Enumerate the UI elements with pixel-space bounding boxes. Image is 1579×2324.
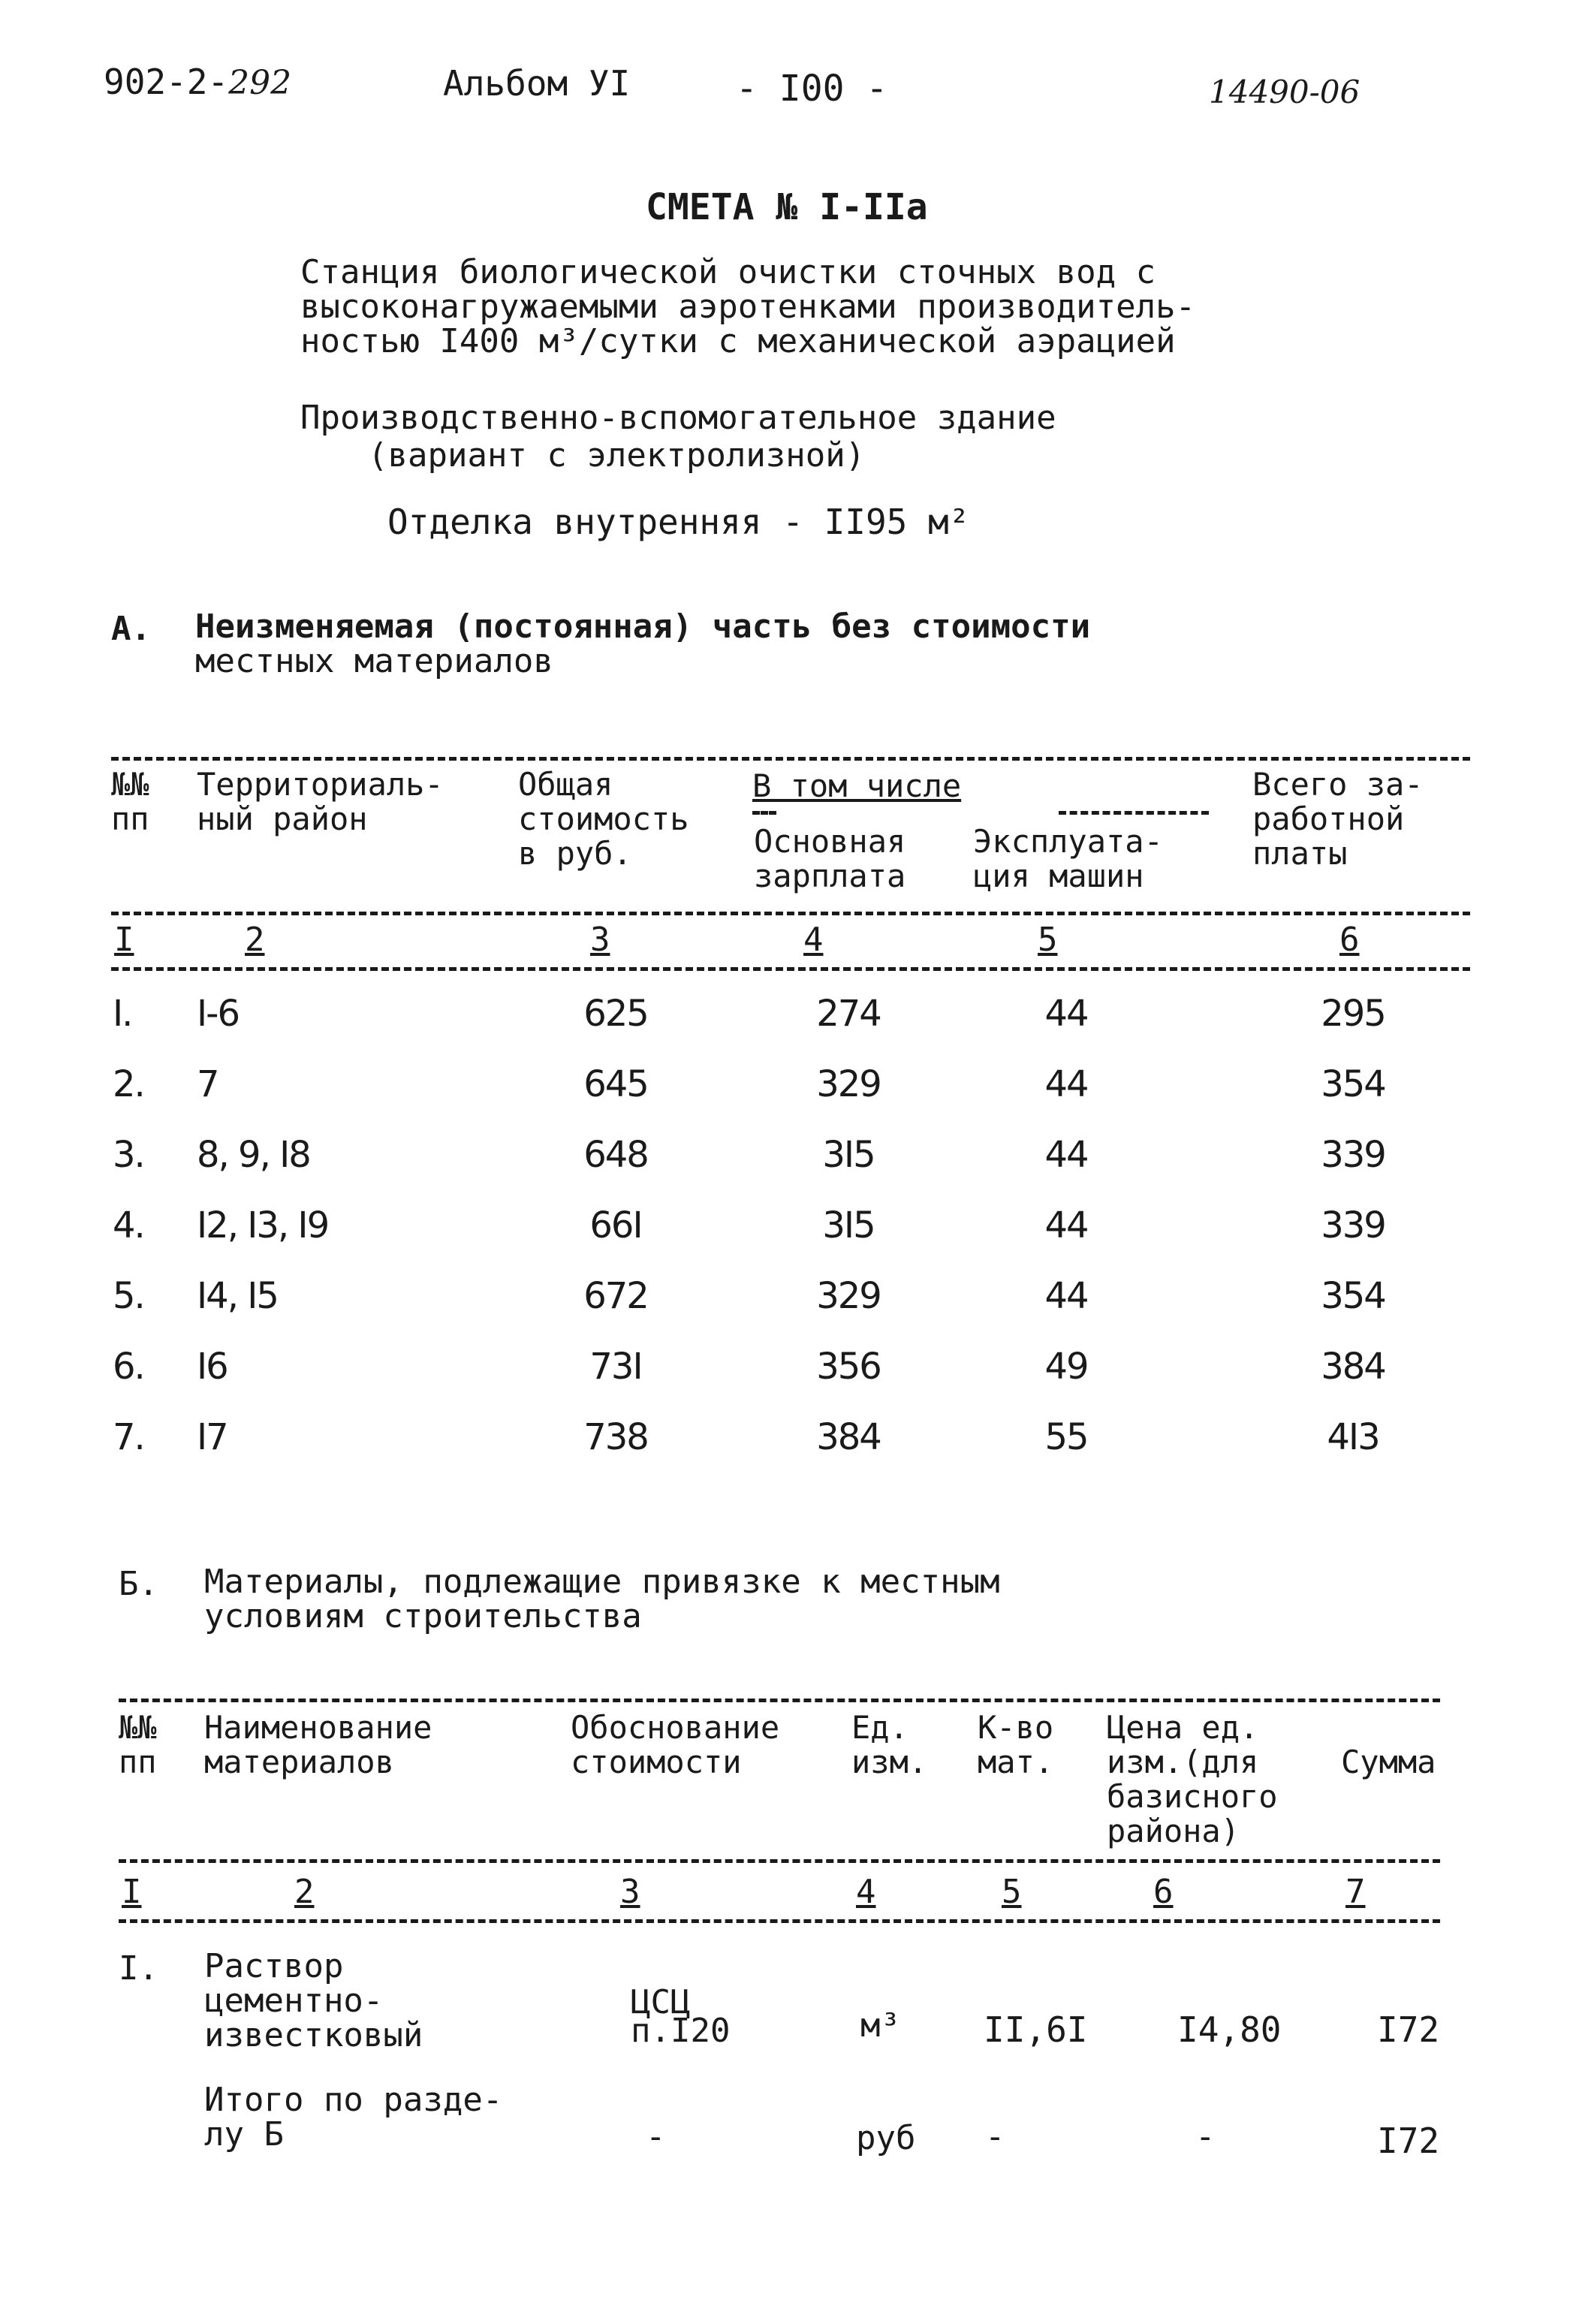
col-num-a: I bbox=[114, 921, 134, 959]
total-sum: I72 bbox=[1377, 2121, 1440, 2161]
row-salary: 3I5 bbox=[822, 1134, 875, 1176]
th-a-num: №№ пп bbox=[111, 766, 149, 837]
row-material-name: Раствор цементно- известковый bbox=[204, 1947, 423, 2054]
building-line: (вариант с электролизной) bbox=[368, 436, 866, 475]
th-b-price: Цена ед. изм.(для базисного района) bbox=[1107, 1709, 1278, 1849]
row-machines: 44 bbox=[1044, 993, 1088, 1035]
row-machines: 44 bbox=[1044, 1063, 1088, 1105]
building-line: Производственно-вспомогательное здание bbox=[300, 399, 1056, 437]
row-salary: 3I5 bbox=[822, 1204, 875, 1246]
section-b-title bbox=[204, 1565, 1000, 1634]
section-b-title-line: Материалы, подлежащие привязке к местным bbox=[204, 1563, 1000, 1601]
row-wages: 354 bbox=[1321, 1275, 1385, 1317]
row-salary: 384 bbox=[816, 1416, 881, 1458]
col-num-a: 4 bbox=[803, 921, 824, 959]
col-num-a: 6 bbox=[1339, 921, 1360, 959]
row-total: 672 bbox=[583, 1275, 648, 1317]
doc-code bbox=[104, 62, 291, 102]
th-a-including-rule-left bbox=[752, 811, 776, 815]
row-region: I7 bbox=[197, 1416, 228, 1458]
th-b-name: Наименование материалов bbox=[204, 1709, 432, 1780]
section-a-title-line: местных материалов bbox=[195, 642, 553, 680]
row-basis: ЦСЦ п.I20 bbox=[631, 1983, 731, 2050]
col-num-b: 3 bbox=[620, 1873, 640, 1911]
th-a-salary: Основная зарплата bbox=[754, 823, 906, 894]
row-wages: 295 bbox=[1321, 993, 1385, 1035]
row-region: I6 bbox=[197, 1346, 228, 1388]
col-num-b: 4 bbox=[856, 1873, 876, 1911]
section-b-title-line: условиям строительства bbox=[204, 1597, 642, 1635]
col-num-b: I bbox=[122, 1873, 142, 1911]
section-b-marker: Б. bbox=[119, 1565, 158, 1603]
row-wages: 384 bbox=[1321, 1346, 1385, 1388]
row-num: 4. bbox=[113, 1204, 144, 1246]
col-num-b: 6 bbox=[1153, 1873, 1174, 1911]
row-region: 8, 9, I8 bbox=[197, 1134, 310, 1176]
row-qty: II,6I bbox=[984, 2009, 1088, 2050]
row-region: 7 bbox=[197, 1063, 218, 1105]
th-a-wages-total: Всего за- работной платы bbox=[1252, 766, 1424, 872]
row-salary: 356 bbox=[816, 1346, 881, 1388]
row-machines: 49 bbox=[1044, 1346, 1088, 1388]
row-wages: 4I3 bbox=[1327, 1416, 1379, 1458]
row-machines: 55 bbox=[1044, 1416, 1088, 1458]
section-a-title bbox=[195, 607, 1091, 680]
row-total: 648 bbox=[583, 1134, 648, 1176]
col-num-a: 2 bbox=[245, 921, 265, 959]
col-num-a: 5 bbox=[1038, 921, 1058, 959]
row-machines: 44 bbox=[1044, 1275, 1088, 1317]
row-num: 2. bbox=[113, 1063, 144, 1105]
row-machines: 44 bbox=[1044, 1204, 1088, 1246]
table-b-colnum-rule bbox=[119, 1919, 1440, 1923]
doc-code-handwritten: 292 bbox=[228, 64, 292, 102]
row-num: 3. bbox=[113, 1134, 144, 1176]
col-num-b: 2 bbox=[294, 1873, 315, 1911]
row-unit: м³ bbox=[860, 2006, 900, 2045]
th-a-region: Территориаль- ный район bbox=[197, 766, 444, 837]
table-b-top-rule bbox=[119, 1699, 1440, 1702]
table-a-colnum-rule bbox=[111, 967, 1470, 971]
row-num: 5. bbox=[113, 1275, 144, 1317]
th-a-including-rule-right bbox=[1059, 811, 1209, 815]
finish-area: Отделка внутренняя - II95 м² bbox=[387, 502, 970, 542]
th-a-total: Общая стоимость в руб. bbox=[518, 766, 689, 872]
th-b-sum: Сумма bbox=[1341, 1744, 1436, 1780]
row-salary: 329 bbox=[816, 1275, 881, 1317]
project-description bbox=[300, 255, 1195, 359]
section-a-marker: А. bbox=[111, 610, 151, 648]
row-num: 7. bbox=[113, 1416, 144, 1458]
row-machines: 44 bbox=[1044, 1134, 1088, 1176]
page-number: - I00 - bbox=[736, 68, 888, 110]
row-total: 73I bbox=[589, 1346, 642, 1388]
total-basis: - bbox=[646, 2118, 666, 2156]
row-region: I-6 bbox=[197, 993, 240, 1035]
row-sum: I72 bbox=[1377, 2009, 1440, 2050]
album-label: Альбом УI bbox=[443, 63, 631, 104]
row-salary: 329 bbox=[816, 1063, 881, 1105]
row-total: 625 bbox=[583, 993, 648, 1035]
row-region: I4, I5 bbox=[197, 1275, 278, 1317]
row-total: 66I bbox=[589, 1204, 642, 1246]
col-num-b: 5 bbox=[1002, 1873, 1022, 1911]
col-num-b: 7 bbox=[1345, 1873, 1366, 1911]
project-line: ностью I400 м³/сутки с механической аэрацией bbox=[300, 322, 1176, 360]
reference-number-handwritten: 14490-06 bbox=[1209, 74, 1361, 110]
table-a-top-rule bbox=[111, 757, 1470, 761]
project-line: высоконагружаемыми аэротенками производитель- bbox=[300, 288, 1196, 326]
doc-code-printed: 902-2- bbox=[104, 62, 229, 102]
row-total: 738 bbox=[583, 1416, 648, 1458]
row-num: I. bbox=[113, 993, 132, 1035]
total-label: Итого по разде- лу Б bbox=[204, 2081, 503, 2154]
row-wages: 354 bbox=[1321, 1063, 1385, 1105]
total-unit: руб bbox=[856, 2119, 916, 2157]
th-b-num: №№ пп bbox=[119, 1709, 157, 1780]
th-b-qty: К-во мат. bbox=[978, 1709, 1054, 1780]
section-a-title-line: Неизменяемая (постоянная) часть без стоимости bbox=[195, 607, 1091, 646]
project-line: Станция биологической очистки сточных вод с bbox=[300, 253, 1156, 291]
th-b-basis: Обоснование стоимости bbox=[571, 1709, 780, 1780]
total-price: - bbox=[1195, 2118, 1216, 2156]
row-wages: 339 bbox=[1321, 1204, 1385, 1246]
total-qty: - bbox=[985, 2118, 1005, 2156]
building-description bbox=[300, 399, 1056, 475]
th-a-machines: Эксплуата- ция машин bbox=[973, 823, 1163, 894]
th-a-including: В том числе bbox=[752, 767, 962, 804]
row-num: 6. bbox=[113, 1346, 144, 1388]
table-a-header-rule bbox=[111, 912, 1470, 915]
table-b-header-rule bbox=[119, 1859, 1440, 1863]
row-salary: 274 bbox=[816, 993, 881, 1035]
row-price: I4,80 bbox=[1177, 2009, 1282, 2050]
smeta-title: СМЕТА № I-IIa bbox=[646, 186, 928, 228]
row-num: I. bbox=[119, 1949, 158, 1988]
row-total: 645 bbox=[583, 1063, 648, 1105]
row-region: I2, I3, I9 bbox=[197, 1204, 329, 1246]
row-wages: 339 bbox=[1321, 1134, 1385, 1176]
col-num-a: 3 bbox=[590, 921, 610, 959]
th-b-unit: Ед. изм. bbox=[851, 1709, 928, 1780]
